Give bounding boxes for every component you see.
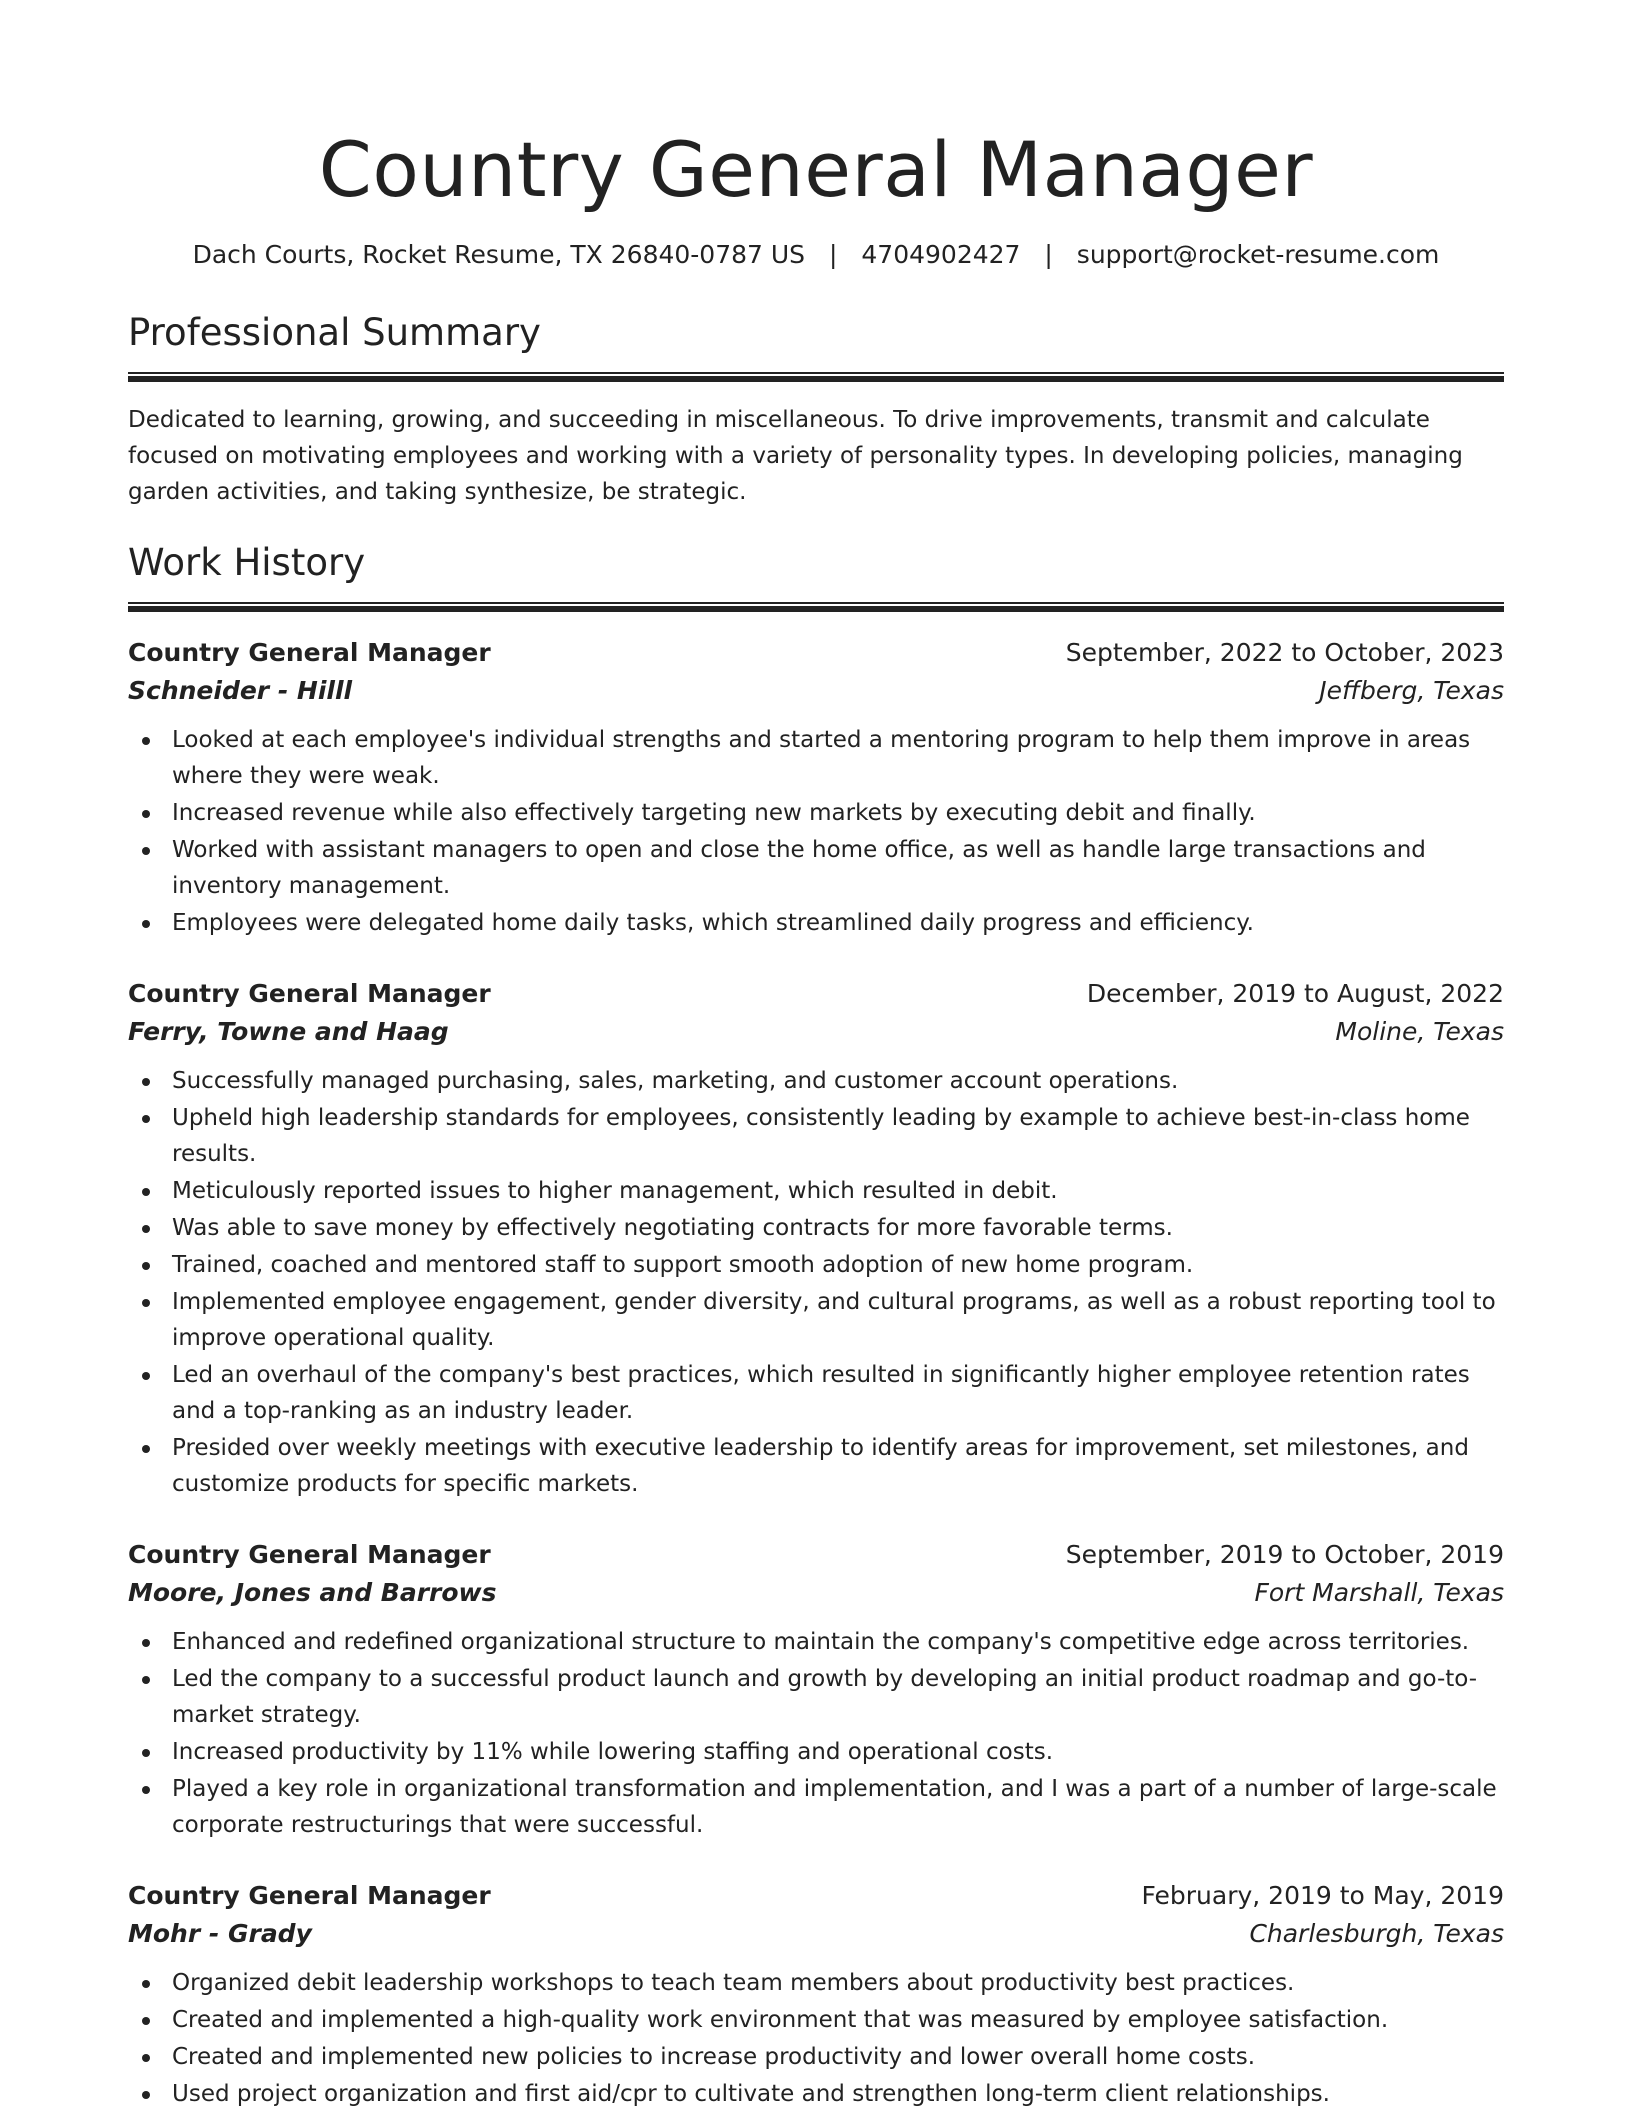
- job-bullet-list: [128, 1965, 1504, 2112]
- summary-text: Dedicated to learning, growing, and succeeding in miscellaneous. To drive improvements, transmit and calculate focused on motivating employees and working with a variety of personality types. In developing policies, managing garden activities, and taking synthesize, be strategic.: [128, 407, 1463, 505]
- job-location: Fort Marshall, Texas: [1254, 1578, 1504, 1607]
- job-bullet-list: [128, 1063, 1504, 1502]
- job-bullet: Trained, coached and mentored staff to support smooth adoption of new home program.: [172, 1247, 1504, 1283]
- job-header: [128, 975, 1504, 1013]
- job-title: Country General Manager: [128, 638, 491, 667]
- job-bullet: Played a key role in organizational transformation and implementation, and I was a part of a number of large-scale corporate restructurings that were successful.: [172, 1771, 1504, 1843]
- job-bullet: Implemented employee engagement, gender diversity, and cultural programs, as well as a robust reporting tool to improve operational quality.: [172, 1284, 1504, 1356]
- contact-separator: |: [1044, 240, 1053, 269]
- job-bullet: Meticulously reported issues to higher management, which resulted in debit.: [172, 1173, 1504, 1209]
- section-title-work: Work History: [128, 541, 366, 584]
- contact-line: [128, 238, 1504, 272]
- job-entry: [128, 1536, 1504, 1843]
- job-entry: [128, 975, 1504, 1502]
- job-header: [128, 634, 1504, 672]
- contact-address: Dach Courts, Rocket Resume, TX 26840-0787 US: [192, 240, 806, 269]
- job-bullet: Enhanced and redefined organizational structure to maintain the company's competitive edge across territories.: [172, 1624, 1504, 1660]
- job-bullet: Created and implemented new policies to increase productivity and lower overall home costs.: [172, 2039, 1504, 2075]
- job-bullet: Led the company to a successful product launch and growth by developing an initial product roadmap and go-to-market strategy.: [172, 1661, 1504, 1733]
- job-title: Country General Manager: [128, 1881, 491, 1910]
- job-title: Country General Manager: [128, 979, 491, 1008]
- job-bullet: Was able to save money by effectively negotiating contracts for more favorable terms.: [172, 1210, 1504, 1246]
- job-bullet: Worked with assistant managers to open and close the home office, as well as handle large transactions and inventory management.: [172, 832, 1504, 904]
- job-bullet: Successfully managed purchasing, sales, marketing, and customer account operations.: [172, 1063, 1504, 1099]
- job-bullet: Led an overhaul of the company's best practices, which resulted in significantly higher employee retention rates and a top-ranking as an industry leader.: [172, 1357, 1504, 1429]
- job-entry: [128, 634, 1504, 941]
- resume-name: Country General Manager: [318, 125, 1314, 214]
- job-dates: December, 2019 to August, 2022: [1086, 979, 1504, 1008]
- job-location: Jeffberg, Texas: [1319, 676, 1504, 705]
- job-dates: February, 2019 to May, 2019: [1141, 1881, 1504, 1910]
- contact-separator: |: [829, 240, 838, 269]
- job-company: Schneider - Hilll: [128, 676, 353, 705]
- job-bullet: Employees were delegated home daily tasks, which streamlined daily progress and efficiency.: [172, 905, 1504, 941]
- job-bullet: Upheld high leadership standards for employees, consistently leading by example to achieve best-in-class home results.: [172, 1100, 1504, 1172]
- job-header: [128, 1536, 1504, 1574]
- job-company: Mohr - Grady: [128, 1919, 312, 1948]
- job-bullet: Used project organization and first aid/cpr to cultivate and strengthen long-term client relationships.: [172, 2076, 1504, 2112]
- section-title-summary: Professional Summary: [128, 311, 541, 354]
- job-subheader: [128, 1574, 1504, 1612]
- job-subheader: [128, 1915, 1504, 1953]
- job-location: Charlesburgh, Texas: [1249, 1919, 1504, 1948]
- job-company: Moore, Jones and Barrows: [128, 1578, 497, 1607]
- job-location: Moline, Texas: [1335, 1017, 1504, 1046]
- job-bullet: Increased productivity by 11% while lowering staffing and operational costs.: [172, 1734, 1504, 1770]
- job-bullet-list: [128, 722, 1504, 941]
- job-title: Country General Manager: [128, 1540, 491, 1569]
- job-dates: September, 2019 to October, 2019: [1065, 1540, 1504, 1569]
- job-bullet: Presided over weekly meetings with executive leadership to identify areas for improvement, set milestones, and customize products for specific markets.: [172, 1430, 1504, 1502]
- job-bullet: Looked at each employee's individual strengths and started a mentoring program to help them improve in areas where they were weak.: [172, 722, 1504, 794]
- job-bullet: Organized debit leadership workshops to teach team members about productivity best practices.: [172, 1965, 1504, 2001]
- job-bullet-list: [128, 1624, 1504, 1843]
- job-dates: September, 2022 to October, 2023: [1065, 638, 1504, 667]
- section-divider: [128, 602, 1504, 612]
- job-subheader: [128, 1013, 1504, 1051]
- job-bullet: Increased revenue while also effectively targeting new markets by executing debit and finally.: [172, 795, 1504, 831]
- job-company: Ferry, Towne and Haag: [128, 1017, 449, 1046]
- work-history-section: [128, 538, 1504, 2112]
- job-subheader: [128, 672, 1504, 710]
- job-bullet: Created and implemented a high-quality work environment that was measured by employee satisfaction.: [172, 2002, 1504, 2038]
- professional-summary-section: [128, 308, 1504, 510]
- contact-email: support@rocket-resume.com: [1076, 240, 1440, 269]
- job-entry: [128, 1877, 1504, 2112]
- job-header: [128, 1877, 1504, 1915]
- contact-phone: 4704902427: [861, 240, 1021, 269]
- section-divider: [128, 372, 1504, 382]
